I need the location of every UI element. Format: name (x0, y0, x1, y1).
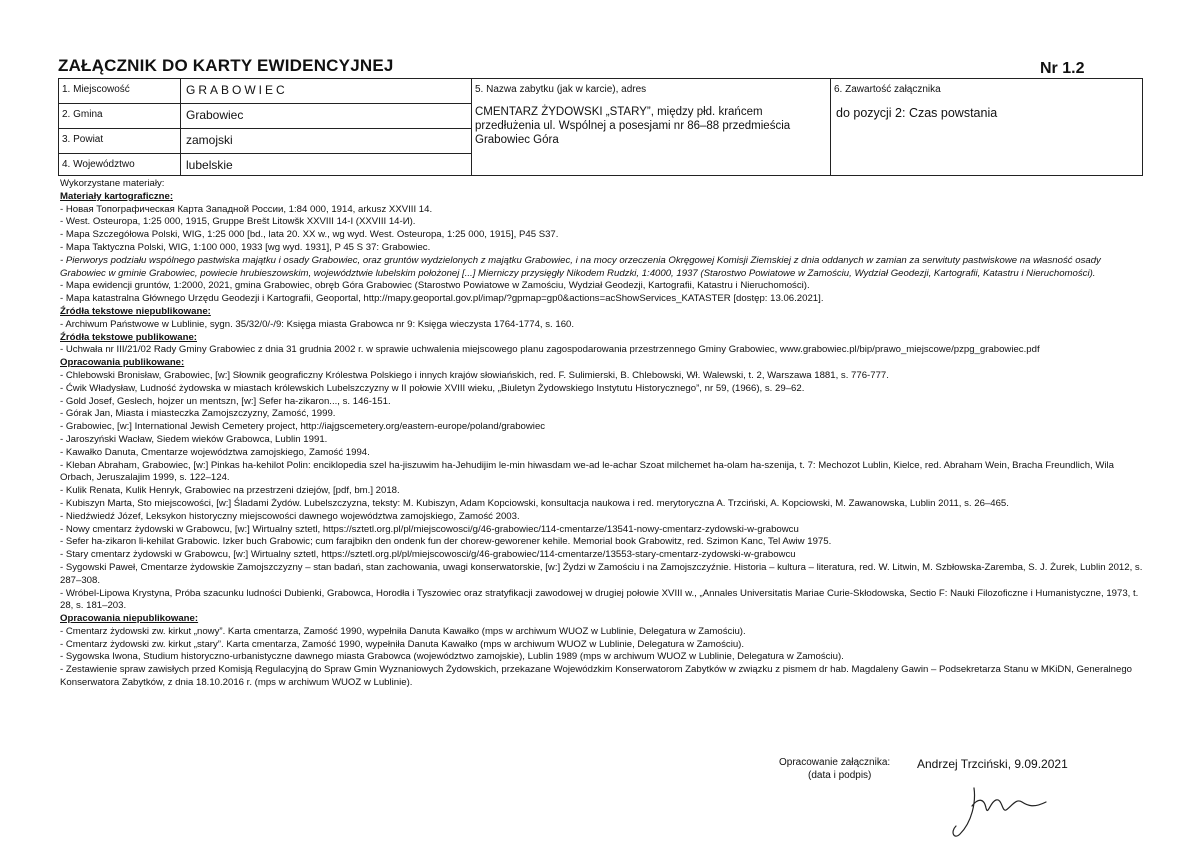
list-item: - Sygowski Paweł, Cmentarze żydowskie Zamojszczyzny – stan badań, stan zachowania, uwagi konserwatorskie, [w:] Żydzi w Zamościu i na Zamojszczyźnie. Historia – kultura – literatura, red. W. Litwin, M. Szbłowska-Zaremba, S. J. Żurek, Lublin 2012, s. 287–308. (60, 561, 1143, 586)
list-item: - Cmentarz żydowski zw. kirkut „stary”. Karta cmentarza, Zamość 1990, wypełniła Danuta Kawałko (mps w archiwum WUOZ w Lublinie, Delegatura w Zamościu). (60, 638, 745, 650)
heading-unpublished-sources: Źródła tekstowe niepublikowane: (60, 305, 211, 317)
list-item: - Chlebowski Bronisław, Grabowiec, [w:] Słownik geograficzny Królestwa Polskiego i innych krajów słowiańskich, red. F. Sulimierski, B. Chlebowski, Wł. Walewski, t. 2, Warszawa 1881, s. 776-777. (60, 369, 889, 381)
list-item: - Nowy cmentarz żydowski w Grabowcu, [w:] Wirtualny sztetl, https://sztetl.org.pl/pl/miejscowosci/g/46-grabowiec/114-cmentarze/13541-nowy-cmentarz-zydowski-w-grabowcu (60, 523, 799, 535)
handwritten-signature (950, 782, 1070, 842)
row-gmina (59, 104, 472, 129)
list-item: - Mapa Szczegółowa Polski, WIG, 1:25 000 [bd., lata 20. XX w., wg wyd. West. Osteuropa, 1:25 000, 1915], P45 S37. (60, 229, 559, 241)
row-wojewodztwo (59, 154, 472, 177)
list-item: - Ćwik Władysław, Ludność żydowska w miastach królewskich Lubelszczyzny w II połowie XVIII wieku, „Biuletyn Żydowskiego Instytutu Historycznego”, nr 59, (1966), s. 29–62. (60, 382, 805, 394)
attachment-contents: do pozycji 2: Czas powstania (836, 106, 998, 120)
list-item: - Mapa ewidencji gruntów, 1:2000, 2021, gmina Grabowiec, obręb Góra Grabowiec (Starostwo Powiatowe w Zamościu, Wydział Geodezji, Kartografii, Katastru i Nieruchomości). (60, 280, 810, 292)
monument-name-address: CMENTARZ ŻYDOWSKI „STARY”, między płd. krańcem przedłużenia ul. Wspólnej a posesjami nr 86–88 przedmieścia Grabowiec Góra (475, 106, 791, 146)
materials-intro: Wykorzystane materiały: (60, 178, 165, 189)
field-label: 4. Województwo (62, 159, 135, 170)
materials-section (60, 178, 1145, 690)
list-item: - Kawałko Danuta, Cmentarze województwa zamojskiego, Zamość 1994. (60, 446, 370, 458)
field-value: zamojski (186, 133, 233, 147)
list-item: - Kulik Renata, Kulik Henryk, Grabowiec na przestrzeni dziejów, [pdf, bm.] 2018. (60, 485, 400, 497)
list-item: - Wróbel-Lipowa Krystyna, Próba szacunku ludności Dubienki, Grabowca, Horodła i Tyszowiec oraz stratyfikacji zawodowej w drugiej połowie XVIII w., „Annales Universitatis Mariae Curie-Skłodowska, Sectio F: Nauki Filozoficzne i Humanistyczne, 1973, t. 28, s. 181–203. (60, 587, 1139, 612)
list-item: - Gold Josef, Geslech, hojzer un mentszn, [w:] Sefer ha-zikaron..., s. 146-151. (60, 395, 391, 407)
list-item: - Uchwała nr III/21/02 Rady Gminy Grabowiec z dnia 31 grudnia 2002 r. w sprawie uchwalenia miejscowego planu zagospodarowania przestrzennego Gminy Grabowiec, www.grabowiec.pl/bip/prawo_miejscowe/pzpg_grabowiec.pdf (60, 344, 1040, 356)
date-signature-label: (data i podpis) (808, 770, 872, 781)
list-item: - Niedźwiedź Józef, Leksykon historyczny miejscowości dawnego województwa zamojskiego, Zamość 2003. (60, 510, 520, 522)
list-item: - Archiwum Państwowe w Lublinie, sygn. 35/32/0/-/9: Księga miasta Grabowca nr 9: Księga wieczysta 1764-1774, s. 160. (60, 318, 575, 330)
list-item: - Stary cmentarz żydowski w Grabowcu, [w:] Wirtualny sztetl, https://sztetl.org.pl/pl/miejscowosci/g/46-grabowiec/114-cmentarze/13553-stary-cmentarz-zydowski-w-grabowcu (60, 549, 796, 561)
field-label: 1. Miejscowość (62, 84, 130, 95)
heading-unpublished-studies: Opracowania niepublikowane: (60, 613, 199, 625)
list-item: - Jaroszyński Wacław, Siedem wieków Grabowca, Lublin 1991. (60, 433, 328, 445)
header-table (58, 78, 1143, 176)
row-powiat (59, 129, 472, 154)
list-item: - Grabowiec, [w:] International Jewish Cemetery project, http://iajgscemetery.org/eastern-europe/poland/grabowiec (60, 421, 546, 433)
list-item: - Zestawienie spraw zawisłych przed Komisją Regulacyjną do Spraw Gmin Wyznaniowych Żydowskich, przekazane Wojewódzkim Konserwatorom Zabytków w związku z pismem dr hab. Magdaleny Gawin – Podsekretarza Stanu w MKiDN, Generalnego Konserwatora Zabytków, z dnia 18.10.2016 r. (mps w archiwum WUOZ w Lublinie). (60, 664, 1133, 689)
heading-published-studies: Opracowania publikowane: (60, 357, 185, 369)
field-value: lubelskie (186, 158, 233, 172)
list-item: - Mapa katastralna Głównego Urzędu Geodezji i Kartografii, Geoportal, http://mapy.geoportal.gov.pl/imap/?gpmap=gp0&actions=acShowServices_KATASTER [dostęp: 13.06.2021]. (60, 293, 824, 305)
name-address-cell (472, 79, 831, 175)
list-item: - Sygowska Iwona, Studium historyczno-urbanistyczne dawnego miasta Grabowca (województwo zamojskie), Lublin 1989 (mps w archiwum WUOZ w Lublinie, Delegatura w Zamościu). (60, 651, 844, 663)
page-title: ZAŁĄCZNIK DO KARTY EWIDENCYJNEJ (58, 56, 394, 75)
list-item: - Pierworys podziału wspólnego pastwiska majątku i osady Grabowiec, oraz gruntów wydzielonych z majątku Grabowiec, i na mocy orzeczenia Okręgowej Komisji Ziemskiej z dnia oddanych w zamian za serwituty pastwiskowe na własność osady Grabowiec w gminie Grabowiec, powiecie hrubieszowskim, województwie lubelskim położonej [...] Mierniczy przysięgły Nikodem Rudzki, 1:4000, 1937 (Starostwo Powiatowe w Zamościu, Wydział Geodezji, Kartografii, Katastru i Nieruchomości). (60, 254, 1101, 279)
list-item: - Kubiszyn Marta, Sto miejscowości, [w:] Śladami Żydów. Lubelszczyzna, teksty: M. Kubiszyn, Adam Kopciowski, konsultacja naukowa i red. merytoryczna A. Trzciński, A. Kopciowski, M. Zawanowska, Lublin 2011, s. 26–465. (60, 497, 1009, 509)
row-miejscowosc (59, 79, 472, 104)
heading-cartographic: Materiały kartograficzne: (60, 190, 174, 202)
list-item: - Kleban Abraham, Grabowiec, [w:] Pinkas ha-kehilot Polin: enciklopedia szel ha-jiszuwim ha-Jehudijim le-min hiwasdam we-ad le-achar Szoat milchemet ha-olam ha-szenija, t. 7: Mechozot Lublin, Kielce, red. Abraham Wein, Bracha Freundlich, Wila Orbach, Jeruszalajim 1999, s. 122–124. (60, 459, 1115, 484)
author-name-date: Andrzej Trzciński, 9.09.2021 (917, 757, 1068, 771)
list-item: - Mapa Taktyczna Polski, WIG, 1:100 000, 1933 [wg wyd. 1931], P 45 S 37: Grabowiec. (60, 241, 431, 253)
prepared-by-label: Opracowanie załącznika: (779, 757, 891, 768)
list-item: - Górak Jan, Miasta i miasteczka Zamojszczyzny, Zamość, 1999. (60, 408, 336, 420)
field-label: 6. Zawartość załącznika (834, 84, 941, 95)
attachment-number: Nr 1.2 (1040, 60, 1085, 77)
field-label: 2. Gmina (62, 109, 103, 120)
list-item: - Новая Топографическая Карта Западной России, 1:84 000, 1914, arkusz XXVIII 14. (60, 203, 433, 215)
list-item: - Sefer ha-zikaron li-kehilat Grabowic. Izker buch Grabowic; cum farajbikn den ondenk fun der chorew-geworener kehile. Memorial book Grabowitz, red. Szimon Kanc, Tel Awiw 1975. (60, 536, 832, 548)
list-item: - West. Osteuropa, 1:25 000, 1915, Gruppe Brešt Litowšk XXVIII 14-I (XXVIII 14-И). (60, 216, 416, 228)
field-value: Grabowiec (186, 108, 244, 122)
list-item: - Cmentarz żydowski zw. kirkut „nowy”. Karta cmentarza, Zamość 1990, wypełniła Danuta Kawałko (mps w archiwum WUOZ w Lublinie, Delegatura w Zamościu). (60, 625, 746, 637)
heading-published-sources: Źródła tekstowe publikowane: (60, 331, 197, 343)
field-label: 3. Powiat (62, 134, 104, 145)
field-label: 5. Nazwa zabytku (jak w karcie), adres (475, 84, 647, 95)
field-value: GRABOWIEC (186, 83, 288, 97)
contents-cell (831, 79, 1144, 175)
